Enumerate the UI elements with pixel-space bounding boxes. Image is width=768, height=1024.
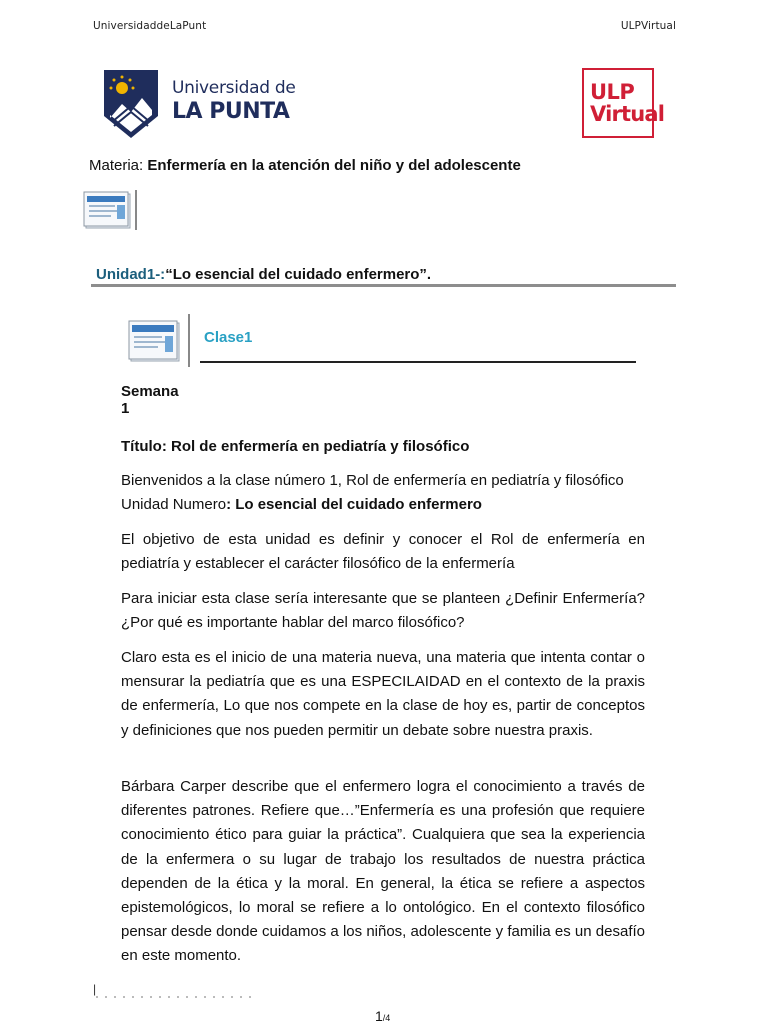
subject-label: Materia: <box>89 157 148 174</box>
unit-separator: -: <box>155 266 166 283</box>
header-right-text: ULPVirtual <box>620 20 676 32</box>
unit-title: “Lo esencial del cuidado enfermero”. <box>165 266 432 283</box>
footer-mark: | <box>93 982 97 996</box>
unit-number-label: Unidad Numero <box>121 496 227 514</box>
lesson-title: Título: Rol de enfermería en pediatría y filosófico <box>121 438 470 455</box>
unit-number-value: : Lo esencial del cuidado enfermero <box>226 496 482 514</box>
class-title: Clase1 <box>204 329 253 346</box>
subject-name: Enfermería en la atención del niño y del adolescente <box>147 157 521 174</box>
ulp-virtual-logo <box>582 68 665 138</box>
week-label <box>121 383 191 417</box>
week-number: 1 <box>121 400 130 417</box>
unit-heading <box>96 266 431 283</box>
objective-paragraph: El objetivo de esta unidad es definir y conocer el Rol de enfermería en pediatría y establecer el carácter filosófico de la enfermería <box>121 531 645 573</box>
welcome-line: Bienvenidos a la clase número 1, Rol de enfermería en pediatría y filosófico <box>121 472 624 489</box>
intro-question-paragraph: Para iniciar esta clase sería interesante que se planteen ¿Definir Enfermería? ¿Por qué es importante hablar del marco filosófico? <box>121 590 645 632</box>
document-icon-divider <box>135 190 137 230</box>
footer-dotted-line <box>96 996 256 998</box>
ulp-virtual-logo-line1: ULP <box>590 80 635 104</box>
header-left-text: UniversidaddeLaPunt <box>93 20 207 32</box>
class-divider <box>200 361 636 363</box>
page-number <box>375 1008 390 1024</box>
document-icon <box>82 188 134 232</box>
carper-paragraph: Bárbara Carper describe que el enfermero logra el conocimiento a través de diferentes patrones. Refiere que…”Enfermería es una profesión que requiere conocimiento ético para guiar la práctica”. Cualquiera que sea la experiencia de la enfermera o su lugar de trabajo los resultados de nuestra práctica dependen de la ética y la moral. En general, la ética se refiere a aspectos epistemológicos, lo moral se refiere a lo ontológico. En el contexto filosófico pensar desde donde cuidamos a los niños, adolescente y familia es un desafío en este momento. <box>121 778 645 965</box>
university-shield-icon <box>102 68 160 140</box>
welcome-paragraph <box>121 469 645 517</box>
subject-line <box>89 157 521 174</box>
university-logo-line2: LA PUNTA <box>172 99 290 124</box>
page-total: /4 <box>382 1013 391 1023</box>
ulp-virtual-logo-line2: Virtual <box>590 102 665 126</box>
unit-divider <box>91 284 676 287</box>
university-logo-line1: Universidad de <box>172 78 296 98</box>
university-logo <box>102 68 312 140</box>
class-document-icon <box>127 317 183 365</box>
context-paragraph: Claro esta es el inicio de una materia nueva, una materia que intenta contar o mensurar la pediatría que es una ESPECILAIDAD en el contexto de la praxis de enfermería, Lo que nos compete en la clase de hoy es, partir de conceptos y definiciones que nos pueden permitir un debate sobre nuestra praxis. <box>121 649 645 739</box>
week-word: Semana <box>121 383 179 400</box>
page-current: 1 <box>375 1008 383 1024</box>
class-icon-divider <box>188 314 190 367</box>
unit-number: Unidad1 <box>96 266 156 283</box>
